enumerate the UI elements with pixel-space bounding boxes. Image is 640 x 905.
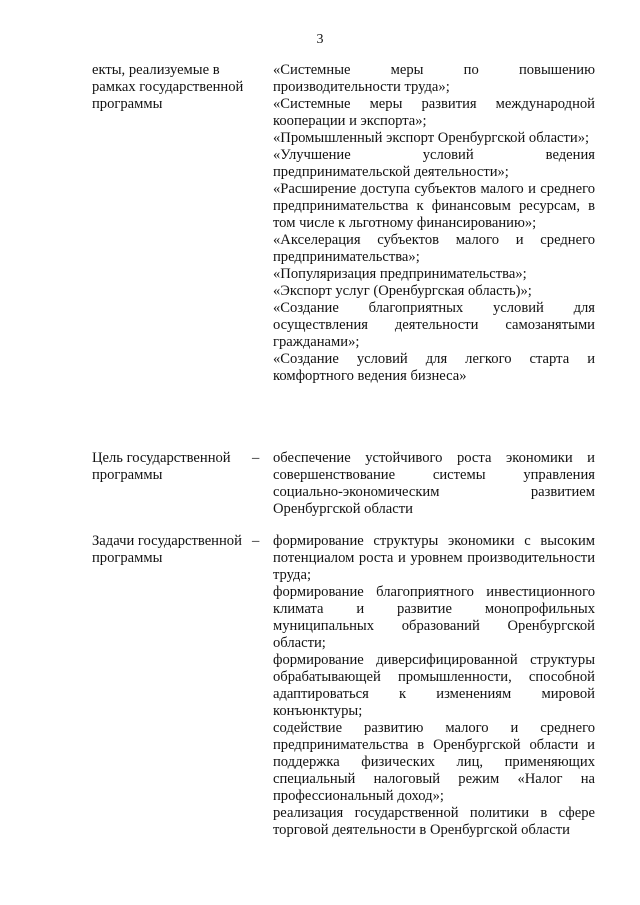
list-item: «Экспорт услуг (Оренбургская область)»;: [273, 283, 532, 299]
section-label: Задачи государственной программы: [92, 533, 242, 566]
section-content: [273, 62, 595, 385]
list-item: «Создание условий для легкого старта и комфортного ведения бизнеса»: [273, 351, 595, 384]
list-item: «Улучшение условий ведения предпринимательской деятельности»;: [273, 147, 595, 180]
list-item: «Системные меры по повышению производительности труда»;: [273, 62, 595, 95]
list-item: формирование благоприятного инвестиционного климата и развитие монопрофильных муниципальных образований Оренбургской области;: [273, 584, 595, 651]
list-item: реализация государственной политики в сфере торговой деятельности в Оренбургской области: [273, 805, 595, 838]
list-item: «Системные меры развития международной кооперации и экспорта»;: [273, 96, 595, 129]
section-label: Цель государственной программы: [92, 450, 231, 483]
section-content: [273, 533, 595, 839]
list-item: «Популяризация предпринимательства»;: [273, 266, 527, 282]
list-item: «Создание благоприятных условий для осуществления деятельности самозанятыми гражданами»;: [273, 300, 595, 350]
list-item: формирование диверсифицированной структуры обрабатывающей промышленности, способной адаптироваться к изменениям мировой конъюнктуры;: [273, 652, 595, 719]
dash-separator: –: [252, 450, 260, 466]
list-item: «Акселерация субъектов малого и среднего предпринимательства»;: [273, 232, 595, 265]
list-item: «Промышленный экспорт Оренбургской области»;: [273, 130, 590, 146]
list-item: формирование структуры экономики с высоким потенциалом роста и уровнем производительности труда;: [273, 533, 595, 583]
list-item: содействие развитию малого и среднего предпринимательства в Оренбургской области и поддержка физических лиц, применяющих специальный налоговый режим «Налог на профессиональный доход»;: [273, 720, 595, 804]
dash-separator: –: [252, 533, 260, 549]
section-content: [273, 450, 595, 518]
list-item: обеспечение устойчивого роста экономики и совершенствование системы управления социально-экономическим развитием Оренбургской области: [273, 450, 595, 517]
list-item: «Расширение доступа субъектов малого и среднего предпринимательства к финансовым ресурсам, в том числе к льготному финансированию»;: [273, 181, 595, 231]
section-label: екты, реализуемые в рамках государственной программы: [92, 62, 244, 112]
page-number: 3: [316, 32, 324, 47]
